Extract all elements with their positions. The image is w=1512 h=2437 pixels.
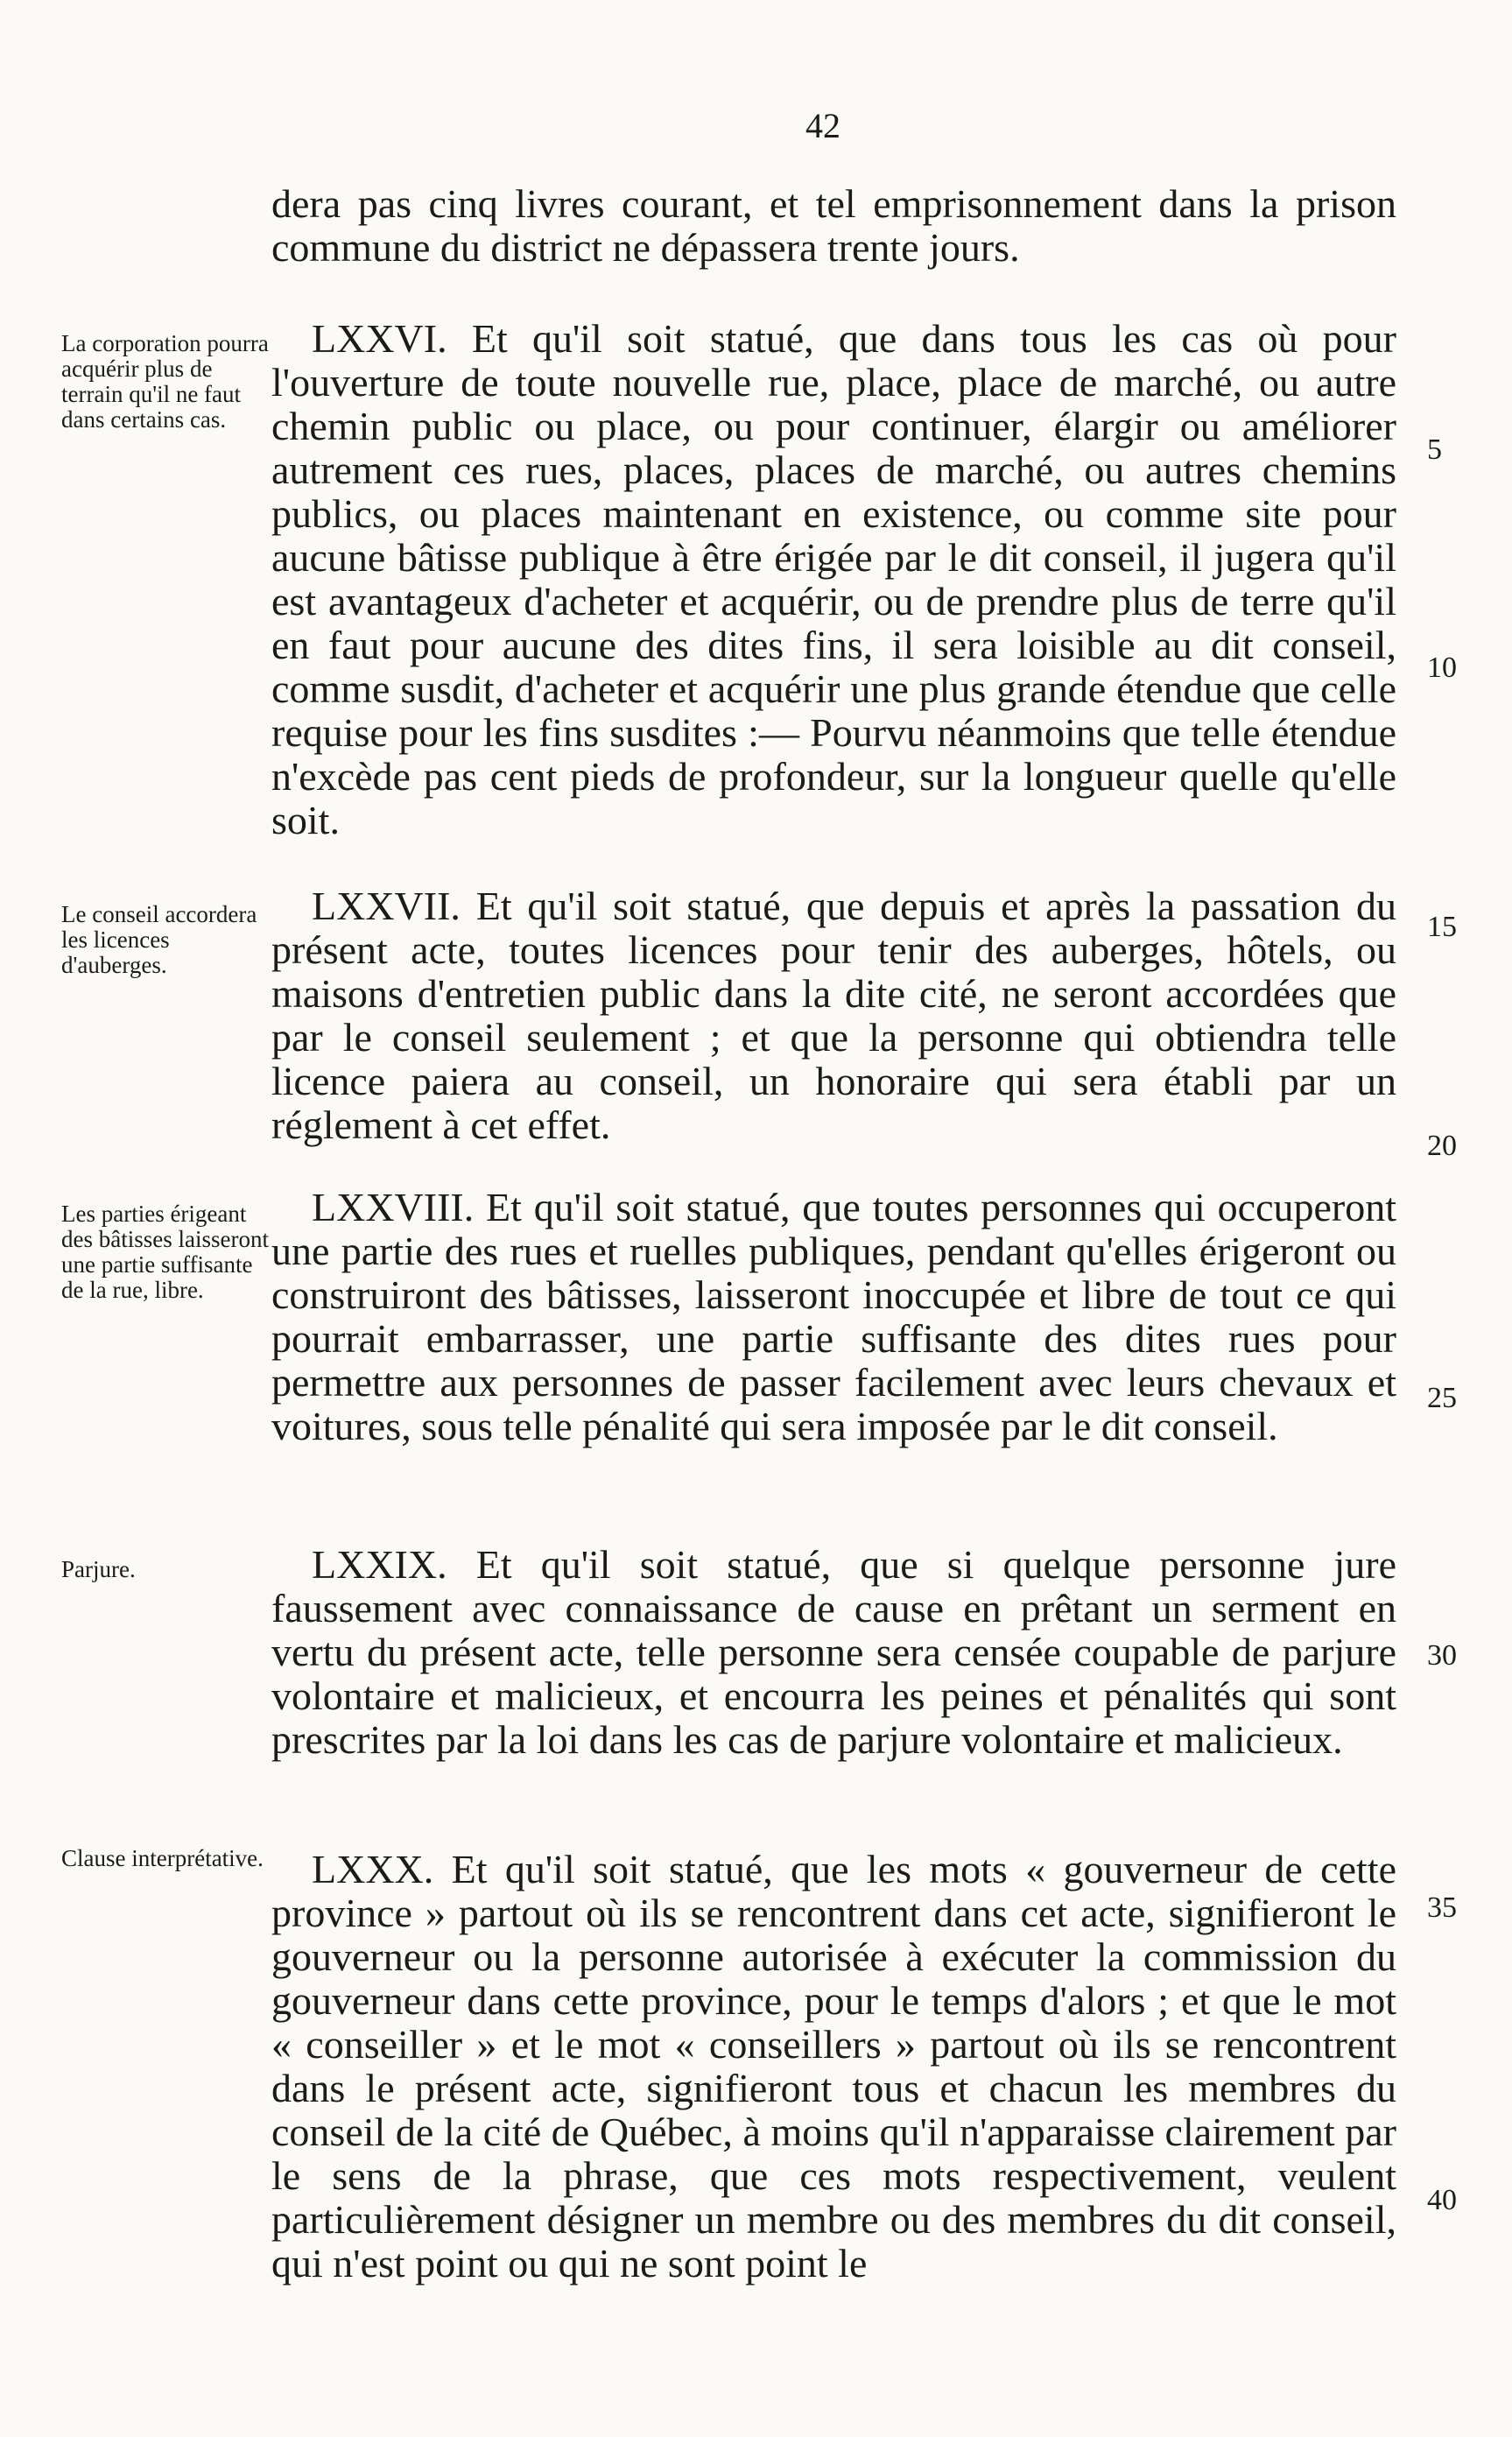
margin-note-76: La corporation pourra acquérir plus de terrain qu'il ne faut dans certains cas. <box>61 330 269 433</box>
line-number-20: 20 <box>1427 1130 1457 1162</box>
line-number-35: 35 <box>1427 1891 1457 1924</box>
margin-note-79: Parjure. <box>61 1556 136 1582</box>
margin-note-80: Clause interprétative. <box>61 1845 264 1871</box>
line-number-30: 30 <box>1427 1639 1457 1672</box>
line-number-15: 15 <box>1427 911 1457 943</box>
page-number: 42 <box>805 106 840 145</box>
section-77 <box>271 884 1396 1147</box>
section-76-number: LXXVI. <box>312 316 447 361</box>
section-80-text: Et qu'il soit statué, que les mots « gouverneur de cette province » partout où ils se rencontrent dans cet acte, signifieront le gouverneur ou la personne autorisée à exécuter la commission du gouverneur dans cette province, pour le temps d'alors ; et que le mot « conseiller » et le mot « conseillers » partout où ils se rencontrent dans le présent acte, signifieront tous et chacun les membres du conseil de la cité de Québec, à moins qu'il n'apparaisse clairement par le sens de la phrase, que ces mots respectivement, veulent particulièrement désigner un membre ou des membres du dit conseil, qui n'est point ou qui ne sont point le <box>271 1847 1396 2286</box>
section-80-number: LXXX. <box>312 1847 434 1891</box>
continuation-paragraph: dera pas cinq livres courant, et tel emprisonnement dans la prison commune du district ne dépassera trente jours. <box>271 181 1396 270</box>
section-76-text: Et qu'il soit statué, que dans tous les cas où pour l'ouverture de toute nouvelle rue, place, place de marché, ou autre chemin public ou place, ou pour continuer, élargir ou améliorer autrement ces rues, places, places de marché, ou autres chemins publics, ou places maintenant en existence, ou comme site pour aucune bâtisse publique à être érigée par le dit conseil, il jugera qu'il est avantageux d'acheter et acquérir, ou de prendre plus de terre qu'il en faut pour aucune des dites fins, il sera loisible au dit conseil, comme susdit, d'acheter et acquérir une plus grande étendue que celle requise pour les fins susdites :— Pourvu néanmoins que telle étendue n'excède pas cent pieds de profondeur, sur la longueur quelle qu'elle soit. <box>271 316 1396 842</box>
line-number-10: 10 <box>1427 652 1457 684</box>
section-78 <box>271 1186 1396 1448</box>
continuation-text <box>271 182 1396 270</box>
section-77-text: Et qu'il soit statué, que depuis et après la passation du présent acte, toutes licences pour tenir des auberges, hôtels, ou maisons d'entretien public dans la dite cité, ne seront accordées que par le conseil seulement ; et que la personne qui obtiendra telle licence paiera au conseil, un honoraire qui sera établi par un réglement à cet effet. <box>271 884 1396 1147</box>
section-76-paragraph <box>271 317 1396 842</box>
section-78-number: LXXVIII. <box>312 1185 475 1229</box>
section-77-paragraph <box>271 884 1396 1147</box>
section-78-paragraph <box>271 1186 1396 1448</box>
section-80 <box>271 1848 1396 2286</box>
line-number-25: 25 <box>1427 1382 1457 1414</box>
line-number-5: 5 <box>1427 433 1442 466</box>
section-79-number: LXXIX. <box>312 1542 447 1587</box>
section-78-text: Et qu'il soit statué, que toutes personnes qui occuperont une partie des rues et ruelles publiques, pendant qu'elles érigeront ou construiront des bâtisses, laisseront inoccupée et libre de tout ce qui pourrait embarrasser, une partie suffisante des dites rues pour permettre aux personnes de passer facilement avec leurs chevaux et voitures, sous telle pénalité qui sera imposée par le dit conseil. <box>271 1185 1396 1448</box>
section-77-number: LXXVII. <box>312 884 461 928</box>
section-79-paragraph <box>271 1543 1396 1762</box>
margin-note-78: Les parties érigeant des bâtisses laisseront une partie suffisante de la rue, libre. <box>61 1201 269 1303</box>
section-76 <box>271 317 1396 842</box>
section-80-paragraph <box>271 1848 1396 2286</box>
section-79 <box>271 1543 1396 1762</box>
line-number-40: 40 <box>1427 2184 1457 2216</box>
margin-note-77: Le conseil accordera les licences d'auberges. <box>61 901 257 978</box>
section-79-text: Et qu'il soit statué, que si quelque personne jure faussement avec connaissance de cause en prêtant un serment en vertu du présent acte, telle personne sera censée coupable de parjure volontaire et malicieux, et encourra les peines et pénalités qui sont prescrites par la loi dans les cas de parjure volontaire et malicieux. <box>271 1542 1397 1762</box>
